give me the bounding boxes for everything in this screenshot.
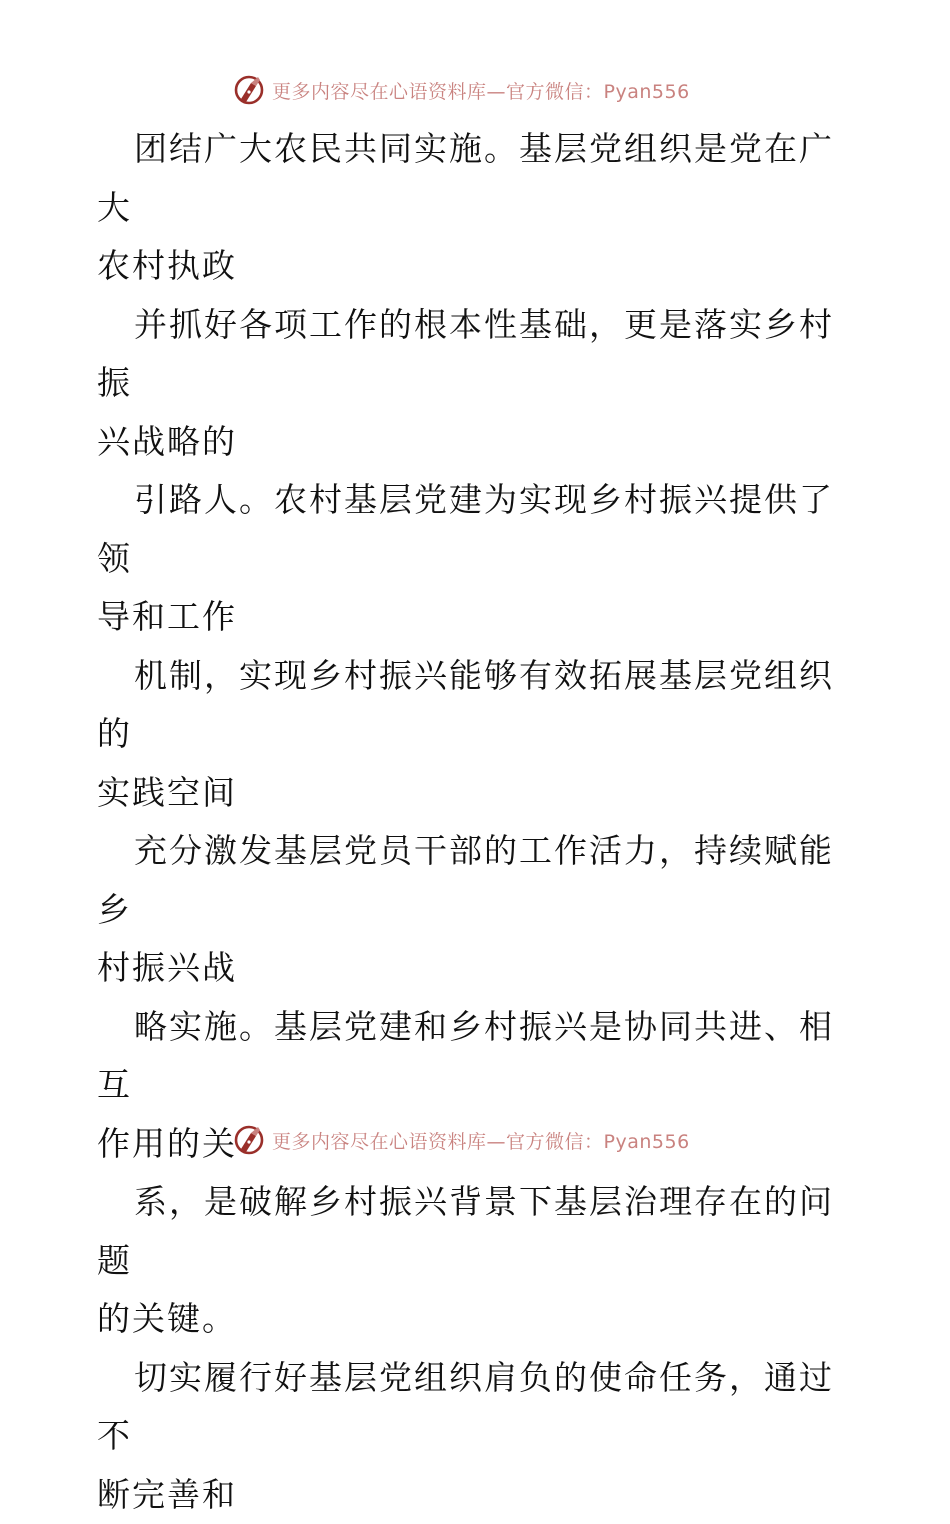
text-line: 农村执政 xyxy=(97,237,857,296)
paragraph xyxy=(97,822,857,998)
text-line: 兴战略的 xyxy=(97,413,857,472)
paragraph xyxy=(97,1173,857,1349)
text-line: 充分激发基层党员干部的工作活力，持续赋能乡 xyxy=(97,822,857,939)
watermark-text: 更多内容尽在心语资料库—官方微信：Pyan556 xyxy=(272,1127,690,1154)
body-text xyxy=(97,120,857,1524)
paragraph xyxy=(97,471,857,647)
pen-nib-logo-icon xyxy=(232,73,266,107)
text-line: 机制，实现乡村振兴能够有效拓展基层党组织的 xyxy=(97,647,857,764)
text-line: 导和工作 xyxy=(97,588,857,647)
text-line: 引路人。农村基层党建为实现乡村振兴提供了领 xyxy=(97,471,857,588)
text-line: 团结广大农民共同实施。基层党组织是党在广大 xyxy=(97,120,857,237)
paragraph xyxy=(97,120,857,296)
header-watermark xyxy=(232,73,752,107)
text-line: 略实施。基层党建和乡村振兴是协同共进、相互 xyxy=(97,998,857,1115)
text-line: 作用的关 xyxy=(97,1115,857,1174)
text-line: 并抓好各项工作的根本性基础，更是落实乡村振 xyxy=(97,296,857,413)
footer-watermark xyxy=(232,1123,752,1157)
text-line: 的关键。 xyxy=(97,1290,857,1349)
text-line: 村振兴战 xyxy=(97,939,857,998)
paragraph xyxy=(97,647,857,823)
watermark-text: 更多内容尽在心语资料库—官方微信：Pyan556 xyxy=(272,77,690,104)
pen-nib-logo-icon xyxy=(232,1123,266,1157)
text-line: 断完善和 xyxy=(97,1466,857,1524)
text-line: 切实履行好基层党组织肩负的使命任务，通过不 xyxy=(97,1349,857,1466)
paragraph xyxy=(97,296,857,472)
text-line: 实践空间 xyxy=(97,764,857,823)
text-line: 系，是破解乡村振兴背景下基层治理存在的问题 xyxy=(97,1173,857,1290)
paragraph xyxy=(97,1349,857,1524)
